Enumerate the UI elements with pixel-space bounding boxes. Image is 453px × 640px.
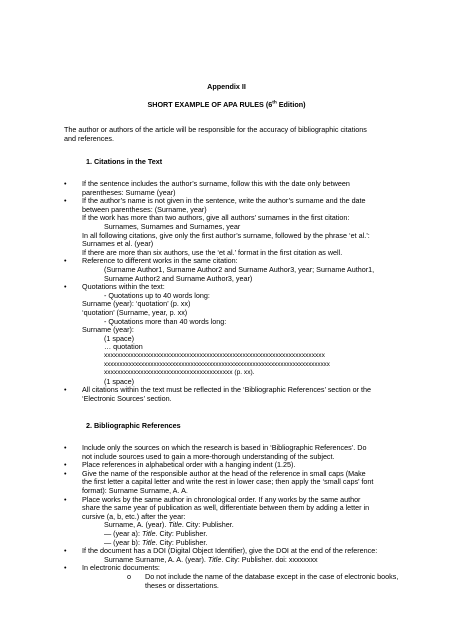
bullet-icon: • xyxy=(64,460,67,470)
bullet-icon: • xyxy=(64,282,67,292)
appendix-label: Appendix II xyxy=(207,82,246,91)
reference-example: Surname Surname, A. A. (year). Title. City: Publisher. doi: xxxxxxxx xyxy=(104,554,318,564)
body-line: If there are more than six authors, use the ‘et al.’ format in the first citation as well. xyxy=(82,247,343,257)
bullet-icon: • xyxy=(64,443,67,452)
body-line: Surnames et al. (year) xyxy=(82,239,154,249)
reference-example: Surname, A. (year). Title. City: Publisher. xyxy=(104,520,234,530)
section-heading-references: 2. Bibliographic References xyxy=(86,421,181,430)
section-heading-citations: 1. Citations in the Text xyxy=(86,157,163,166)
body-line: share the same year of publication as well, differentiate between them by adding a letter in xyxy=(82,503,370,513)
body-line: not include sources used to gain a more-thorough understanding of the subject. xyxy=(82,451,335,461)
body-line: Place references in alphabetical order with a hanging indent (1.25). xyxy=(82,460,296,470)
body-line: (1 space) xyxy=(104,333,134,343)
body-line: In electronic documents: xyxy=(82,563,160,573)
body-line: Surname (year): xyxy=(82,325,134,335)
body-line: Reference to different works in the same citation: xyxy=(82,256,238,266)
bullet-icon: • xyxy=(64,546,67,556)
body-line: xxxxxxxxxxxxxxxxxxxxxxxxxxxxxxxxxxxxxxx (p. xx). xyxy=(104,369,255,377)
body-line: ‘quotation’ (Surname, year, p. xx) xyxy=(82,308,188,317)
document-title: SHORT EXAMPLE OF APA RULES (6th Edition) xyxy=(147,100,306,109)
body-line: Do not include the name of the database except in the case of electronic books, xyxy=(145,572,399,581)
body-line: All citations within the text must be reflected in the ‘Bibliographic References’ section or the xyxy=(82,385,371,395)
body-line: If the sentence includes the author’s surname, follow this with the date only between xyxy=(82,179,350,188)
bullet-icon: • xyxy=(64,494,67,504)
body-line: the first letter a capital letter and write the rest in lower case; then apply the ‘small caps’ font xyxy=(82,477,374,487)
body-line: Surname (year): ‘quotation’ (p. xx) xyxy=(82,299,191,309)
reference-example: — (year a): Title. City: Publisher. xyxy=(104,529,208,538)
body-line: ‘Electronic Sources’ section. xyxy=(82,394,172,403)
body-line: xxxxxxxxxxxxxxxxxxxxxxxxxxxxxxxxxxxxxxxxxxxxxxxxxxxxxxxxxxxxxxxxxxxxxxxxx xyxy=(104,360,330,368)
body-line: If the work has more than two authors, give all authors’ surnames in the first citation: xyxy=(82,213,350,223)
intro-line: The author or authors of the article will be responsible for the accuracy of bibliographic citations xyxy=(64,125,367,134)
body-line: If the document has a DOI (Digital Object Identifier), give the DOI at the end of the reference: xyxy=(82,546,378,556)
body-line: Surnames, Surnames and Surnames, year xyxy=(104,222,241,231)
body-line: (1 space) xyxy=(104,376,134,386)
body-line: If the author’s name is not given in the sentence, write the author’s surname and the date xyxy=(82,196,366,206)
body-line: cursive (a, b, etc.) after the year: xyxy=(82,511,186,521)
body-line: Place works by the same author in chronological order. If any works by the same author xyxy=(82,494,361,504)
bullet-icon: • xyxy=(64,179,67,188)
body-line: Include only the sources on which the research is based in ‘Bibliographic References’. Do xyxy=(82,443,367,452)
bullet-icon: • xyxy=(64,196,67,206)
body-line: format): Surname Surname, A. A. xyxy=(82,486,188,495)
body-line: xxxxxxxxxxxxxxxxxxxxxxxxxxxxxxxxxxxxxxxxxxxxxxxxxxxxxxxxxxxxxxxxxxx xyxy=(104,352,325,359)
body-line: In all following citations, give only the first author’s surname, followed by the phrase ‘et al.’: xyxy=(82,230,370,240)
bullet-icon: • xyxy=(64,468,67,478)
body-line: (Surname Author1, Surname Author2 and Surname Author3, year; Surname Author1, xyxy=(104,265,375,274)
body-line: between parentheses: (Surname, year) xyxy=(82,204,207,214)
body-line: theses or dissertations. xyxy=(145,580,219,590)
body-line: - Quotations more than 40 words long: xyxy=(104,316,227,326)
body-line: Quotations within the text: xyxy=(82,282,165,292)
sub-bullet-icon: o xyxy=(127,572,131,581)
body-line: Surname Author2 and Surname Author3, year) xyxy=(104,273,253,283)
intro-line: and references. xyxy=(64,133,114,143)
body-line: - Quotations up to 40 words long: xyxy=(104,290,210,300)
bullet-icon: • xyxy=(64,256,67,266)
body-line: … quotation xyxy=(104,342,143,352)
reference-example: — (year b): Title. City: Publisher. xyxy=(104,537,208,547)
body-line: Give the name of the responsible author at the head of the reference in small caps (Make xyxy=(82,468,366,478)
body-line: parentheses: Surname (year) xyxy=(82,187,176,197)
bullet-icon: • xyxy=(64,385,67,395)
bullet-icon: • xyxy=(64,563,67,573)
